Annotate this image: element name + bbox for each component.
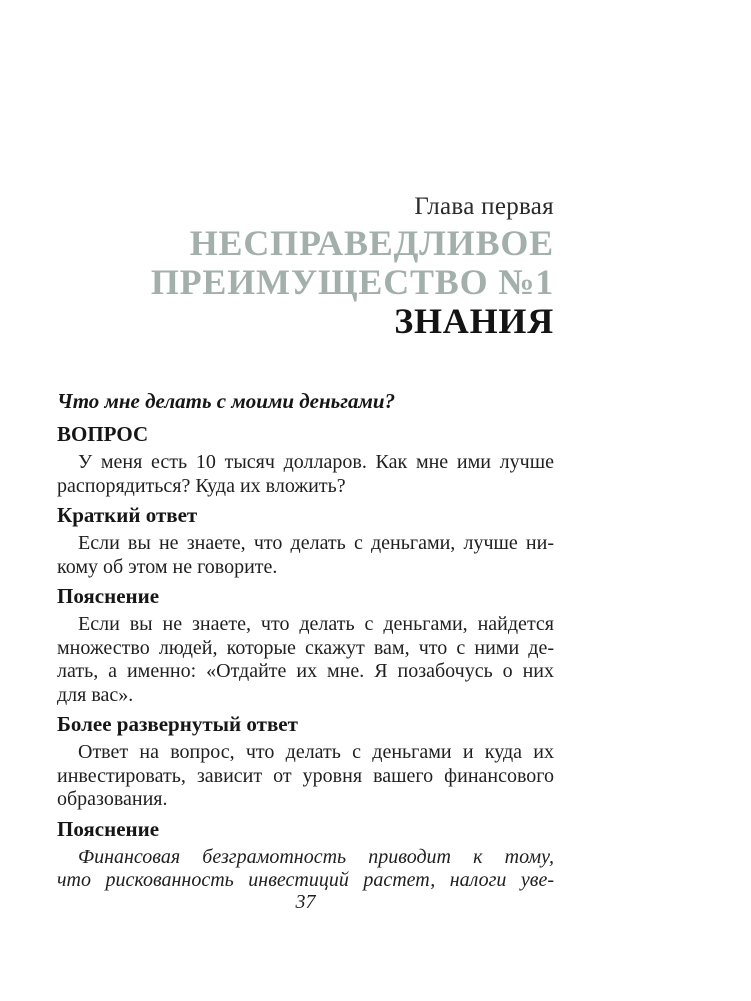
page-number: 37 [295,891,316,913]
paragraph-line: лать, а именно: «Отдайте их мне. Я позабочусь о них [57,660,554,682]
chapter-title-line-1: НЕСПРАВЕДЛИВОЕ [189,223,554,263]
paragraph-line: Если вы не знаете, что делать с деньгами, лучше ни- [78,532,554,554]
paragraph-line: Ответ на вопрос, что делать с деньгами и куда их [78,741,554,763]
body-text-column [57,389,554,898]
short-answer-heading: Краткий ответ [57,503,198,527]
explanation-paragraph-1 [57,613,554,707]
paragraph-line: образования. [57,788,168,810]
paragraph-line: Если вы не знаете, что делать с деньгами, найдется [78,613,554,635]
paragraph-line: У меня есть 10 тысяч долларов. Как мне ими лучше [78,451,554,473]
chapter-label: Глава первая [414,193,554,220]
paragraph-line: для вас». [57,683,134,706]
chapter-title-line-2: ПРЕИМУЩЕСТВО №1 [150,262,554,302]
explanation-heading-1: Пояснение [57,584,160,608]
paragraph-line: что рискованность инвестиций растет, налоги уве- [57,869,554,891]
section-subtitle: Что мне делать с моими деньгами? [57,389,396,413]
paragraph-line: кому об этом не говорите. [57,555,278,578]
longer-answer-paragraph [57,741,554,812]
explanation-paragraph-2 [57,846,554,893]
paragraph-line: инвестировать, зависит от уровня вашего финансового [57,764,554,787]
paragraph-line: Финансовая безграмотность приводит к тому, [78,845,554,868]
chapter-heading-block [57,190,554,341]
paragraph-line: распорядиться? Куда их вложить? [57,474,346,497]
question-heading: ВОПРОС [57,422,149,446]
longer-answer-heading: Более развернутый ответ [57,712,298,736]
question-paragraph [57,451,554,498]
short-answer-paragraph [57,532,554,579]
paragraph-line: множество людей, которые скажут вам, что с ними де- [57,636,554,659]
chapter-title-knowledge: ЗНАНИЯ [394,301,554,341]
explanation-heading-2: Пояснение [57,816,160,841]
